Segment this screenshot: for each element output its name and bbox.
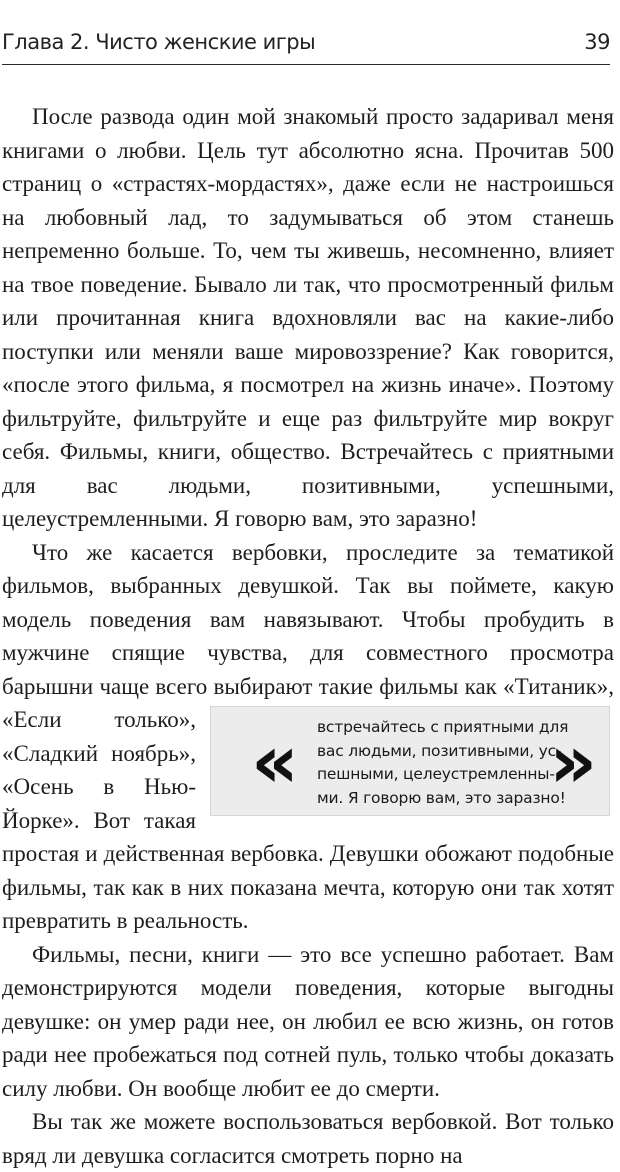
running-header — [2, 30, 610, 65]
open-quote-mark: « — [251, 719, 299, 805]
body-text — [2, 100, 614, 1172]
pull-quote-line: вас людьми, позитивными, ус- — [317, 741, 562, 760]
pull-quote-text — [287, 716, 569, 810]
paragraph-4: Вы так же можете воспользоваться вербовкой. Вот только вряд ли девушка согласится смотреть порно на — [2, 1109, 614, 1168]
paragraph-2 — [2, 536, 614, 938]
page-number: 39 — [584, 30, 610, 54]
paragraph-2-end: «Титаник», «Если только», «Сладкий ноябрь», «Осень в Нью-Йорке». Вот такая простая и действенная вербовка. Девушки обожают подобные фильмы, так как в них показана мечта, которую они так хотят превратить в реальность. — [2, 673, 614, 933]
pull-quote-line: встречайтесь с приятными для — [317, 718, 569, 736]
close-quote-mark: » — [549, 719, 597, 805]
paragraph-1: После развода один мой знакомый просто задаривал меня книгами о любви. Цель тут абсолютно ясна. Прочитав 500 страниц о «страстях-мордастях», даже если не настроишься на любовный лад, то задумываться об этом станешь непременно больше. То, чем ты живешь, несомненно, влияет на твое поведение. Бывало ли так, что просмотренный фильм или прочитанная книга вдохновляли вас на какие-либо поступки или меняли ваше мировоззрение? Как говорится, «после этого фильма, я посмотрел на жизнь иначе». Поэтому фильтруйте, фильтруйте и еще раз фильтруйте мир вокруг себя. Фильмы, книги, общество. Встречайтесь с приятными для вас людьми, позитивными, успешными, целеустремленными. Я говорю вам, это заразно! — [2, 104, 614, 531]
pull-quote-line: пешными, целеустремленны- — [317, 765, 555, 783]
pull-quote-box — [210, 706, 610, 816]
pull-quote-line: ми. Я говорю вам, это заразно! — [317, 788, 566, 807]
chapter-title: Глава 2. Чисто женские игры — [2, 30, 316, 54]
paragraph-3: Фильмы, песни, книги — это все успешно работает. Вам демонстрируются модели поведения, которые выгодны девушке: он умер ради нее, он любил ее всю жизнь, он готов ради нее пробежаться под сотней пуль, только чтобы доказать силу любви. Он вообще любит ее до смерти. — [2, 941, 614, 1101]
paragraph-2-start: Что же касается вербовки, проследите за тематикой фильмов, выбранных девушкой. Так вы поймете, какую модель поведения вам навязывают. Чтобы пробудить в мужчине спящие чувства, для совместного просмотра барышни чаще всего выбирают такие фильмы как — [2, 539, 614, 699]
